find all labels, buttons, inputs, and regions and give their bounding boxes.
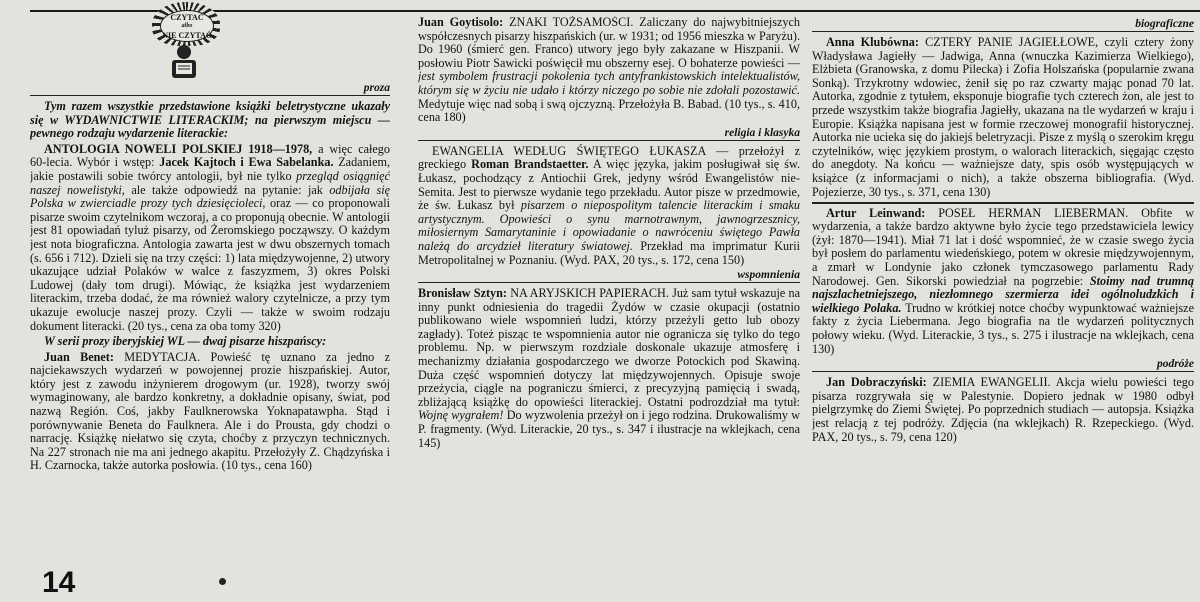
- dobraczynski-title: ZIEMIA EWANGELII.: [926, 375, 1051, 390]
- intro-paragraph: Tym razem wszystkie przedstawione książki beletrystyczne ukazały się w WYDAWNICTWIE LITERACKIM; na pierwszym miejscu — pewnego rodzaju wydarzenie literackie:: [30, 99, 390, 141]
- sztyn-title: NA ARYJSKICH PAPIERACH.: [506, 286, 669, 301]
- goytisolo-author: Juan Goytisolo:: [418, 16, 504, 29]
- logo-line-3: NIE CZYTAĆ: [162, 30, 212, 40]
- klubowna-author: Anna Klubówna:: [826, 35, 919, 49]
- page-number: 14: [42, 566, 76, 599]
- review-dobraczynski: Jan Dobraczyński: ZIEMIA EWANGELII. Akcja wielu powieści tego pisarza rozgrywała się w Palestynie. Dopiero jednak w 1980 odbył pielgrzymkę do Ziemi Świętej. Po poprzednich studiach — autopsja. Książka jest relacją z tej podróży. Zdjęcia (na wklejkach) R. Rzepeckiego. (Wyd. PAX, 20 tys., s. 79, cena 120): [812, 375, 1194, 444]
- bullet-dot: [219, 578, 226, 585]
- review-benet: Juan Benet: MEDYTACJA. Powieść tę uznano za jedno z najciekawszych wydarzeń w powojennej prozie hiszpańskiej. Autor, który jest z zawodu inżynierem drogowym (ur. 1928), tworzy swój wymaginowany, ale bardzo konkretny, a dokładnie opisany, świat, pod nazwą Región. Coś, jakby Faulknerowska Yoknapatawpha. Stąd i porównywanie Beneta do Faulknera. Ale i do Prousta, gdy chodzi o narrację. Książkę niełatwo się czyta, choćby z przyczyn technicznych. Na 227 stronach nie ma ani jednego akapitu. Przełożyły Z. Chądzyńska i H. Czarnocka, także autorka posłowia. (10 tys., cena 160): [30, 349, 390, 473]
- klubowna-title: CZTERY PANIE JAGIEŁŁOWE,: [918, 35, 1099, 49]
- review-ewangelia: EWANGELIA WEDŁUG ŚWIĘTEGO ŁUKASZA — przełożył z greckiego Roman Brandstaetter. A więc języka, jakim posługiwał się św. Łukasz, pochodzący z Antiochii Grek, jedyny wśród Ewangelistów nie-Semita. Jest to pierwsze wydanie tego przekładu. Autor pisze w przedmowie, że św. Łukasz był pisarzem o niepospolitym talencie literackim i smaku artystycznym. Opowieści o synu marnotrawnym, jawnogrzeszniсy, miłosiernym Samarytaninie i opowiadanie o nawróceniu świętego Pawła należą do arcydzieł literatury światowej. Przekład ma imprimatur Kurii Metropolitalnej w Poznaniu. (Wyd. PAX, 20 tys., s. 172, cena 150): [418, 143, 800, 267]
- ewangelia-title: EWANGELIA WEDŁUG ŚWIĘTEGO ŁUKASZA: [432, 143, 706, 158]
- section-label-proza: proza: [30, 82, 390, 96]
- logo-line-1: CZYTAĆ: [170, 12, 204, 22]
- section-label-wspomnienia: wspomnienia: [418, 269, 800, 283]
- divider: [812, 202, 1194, 204]
- benet-author: Juan Benet:: [44, 349, 114, 364]
- review-leinwand: Artur Leinwand: POSEŁ HERMAN LIEBERMAN. Obfite w wydarzenia, a także bardzo aktywne było życie tego przedstawiciela lewicy (żył: 1870—1941). Miał 71 lat i dość wspomnieć, że w czasie swego życia był posłem do parlamentu wiedeńskiego, potem w okresie międzywojennym, a zmarł w Londynie jako członek tymczasowego parlamentu Rady Narodowej. Gen. Sikorski powiedział na pogrzebie: Stoimy nad trumną najszlachetniejszego, niezłomnego szermierza idei ogólnoludzkich i wielkiego Polaka. Trudno w krótkiej notce choćby wypunktować ważniejsze fakty z życia Liebermana. Jego biografia na tle wydarzeń politycznych połowy wieku. (Wyd. Literackie, 3 tys., s. 275 i ilustracje na wklejkach, cena 130): [812, 205, 1194, 356]
- goytisolo-title: ZNAKI TOŻSAMOŚCI.: [503, 16, 634, 29]
- dobraczynski-author: Jan Dobraczyński:: [826, 375, 927, 390]
- benet-title: MEDYTACJA.: [113, 349, 201, 364]
- column-3: [812, 16, 1194, 576]
- review-antologia: ANTOLOGIA NOWELI POLSKIEJ 1918—1978, a więc całego 60-lecia. Wybór i wstęp: Jacek Kajtoch i Ewa Sabelanka. Zadaniem, jakie postawili sobie twórcy antologii, był nie tylko przegląd osiągnięć naszej nowelistyki, ale także odpowiedź na pytanie: jak odbijała się Polska w zwierciadle prozy tych dziesięcioleci, oraz — co proponowali pisarze swoim czytelnikom wczoraj, a co proponują obecnie. W antologii jest 81 opowiadań tyluż pisarzy, od Żeromskiego począwszy. O każdym jest nota biograficzna. Antologia zawarta jest w dwu obszernych tomach (s. 656 i 712). Dzieli się na trzy części: 1) lata międzywojenne, 2) utwory ukazujące udział Polaków w walce z faszyzmem, 3) okres Polski Ludowej (dały tom drugi). Mówiąc, że książka jest wydarzeniem literackim, trzeba dodać, że ma również walory czytelnicze, a przy tym ukazuje ewolucje naszej prozy. Czyli — także w swoim rodzaju dokument literacki. (20 tys., cena za oba tomy 320): [30, 141, 390, 333]
- review-klubowna: Anna Klubówna: CZTERY PANIE JAGIEŁŁOWE, czyli cztery żony Władysława Jagiełły — Jadwiga, Anna (wnuczka Kazimierza Wielkiego), Elżbieta (Granowska, z domu Pilecka) i Zofia Holszańska (popularnie zwana Sonką). Trzykrotny wdowiec, żenił się po raz czwarty mając ponad 70 lat. Autorka, zgodnie z tytułem, eksponuje biografie tych czterech żon, ale jest to przede wszystkim także biografia Jagiełły, ukazana na tle wydarzeń w kraju i Europie. Książka napisana jest w formie rzeczowej monografii historycznej. Autorka nie ucieka się do jakiejś beletryzacji. Pisze z myślą o szerokim kręgu czytelników, więc językiem prostym, o walorach literackich, sięgając często do anegdoty. Na końcu — ważniejsze daty, spis osób występujących w książce (z informacjami o nich), a także obszerna bibliografia. (Wyd. Pojezierze, 30 tys., s. 371, cena 130): [812, 35, 1194, 199]
- seria-note: W serii prozy iberyjskiej WL — dwaj pisarze hiszpańscy:: [44, 334, 327, 349]
- leinwand-title: POSEŁ HERMAN LIEBERMAN.: [925, 205, 1129, 220]
- section-label-religia: religia i klasyka: [418, 127, 800, 141]
- leinwand-author: Artur Leinwand:: [826, 205, 926, 220]
- sztyn-author: Bronisław Sztyn:: [418, 286, 507, 301]
- logo-line-2: albo: [181, 22, 193, 29]
- column-1: [30, 16, 390, 576]
- column-2: [418, 16, 800, 576]
- antologia-title: ANTOLOGIA NOWELI POLSKIEJ 1918—1978,: [44, 141, 313, 156]
- section-label-podroze: podróże: [812, 358, 1194, 372]
- review-sztyn: Bronisław Sztyn: NA ARYJSKICH PAPIERACH. Już sam tytuł wskazuje na inny punkt odniesienia do tragedii Żydów w czasie okupacji (ostatnio publikowano wiele wspomnień ludzi, którzy przeżyli getto lub obozy zagłady). Toteż pisząc te wspomnienia autor nie ogranicza się tylko do tego problemu. Np. w pierwszym rozdziale doskonale ukazuje atmosferę i mechanizmy działania gospodarczego we dworze Potockich pod Skawiną. Duża część wspomnień dotyczy lat międzywojennych. Opisuje swoje przeżycia, ciągle na pograniczu śmierci, z precyzyjną pamięcią i swadą, zbliżającą książkę do opowieści literackiej. Ostatni podrozdział ma tytuł: Wojnę wygrałem! Do wyzwolenia przeżył on i jego rodzina. Drukowaliśmy w P. fragmenty. (Wyd. Literackie, 20 tys., s. 347 i ilustracje na wklejkach, cena 145): [418, 286, 800, 450]
- review-goytisolo: Juan Goytisolo: ZNAKI TOŻSAMOŚCI. Zaliczany do najwybitniejszych współczesnych pisarzy hiszpańskich (ur. w 1931; od 1956 mieszka w Paryżu). Do 1960 (śmierć gen. Franco) utwory jego były zakazane w Hiszpanii. W posłowiu Piotr Sawicki poświęcił mu obszerny esej. O bohaterze powieści — jest symbolem frustracji pokolenia tych antyfrankistowskich intelektualistów, którym się w życiu nie udało i którzy niczego po sobie nie zdołali pozostawić. Medytuje więc nad sobą i swą ojczyzną. Przełożyła B. Babad. (10 tys., s. 410, cena 180): [418, 16, 800, 125]
- section-label-biograficzne: biograficzne: [812, 18, 1194, 32]
